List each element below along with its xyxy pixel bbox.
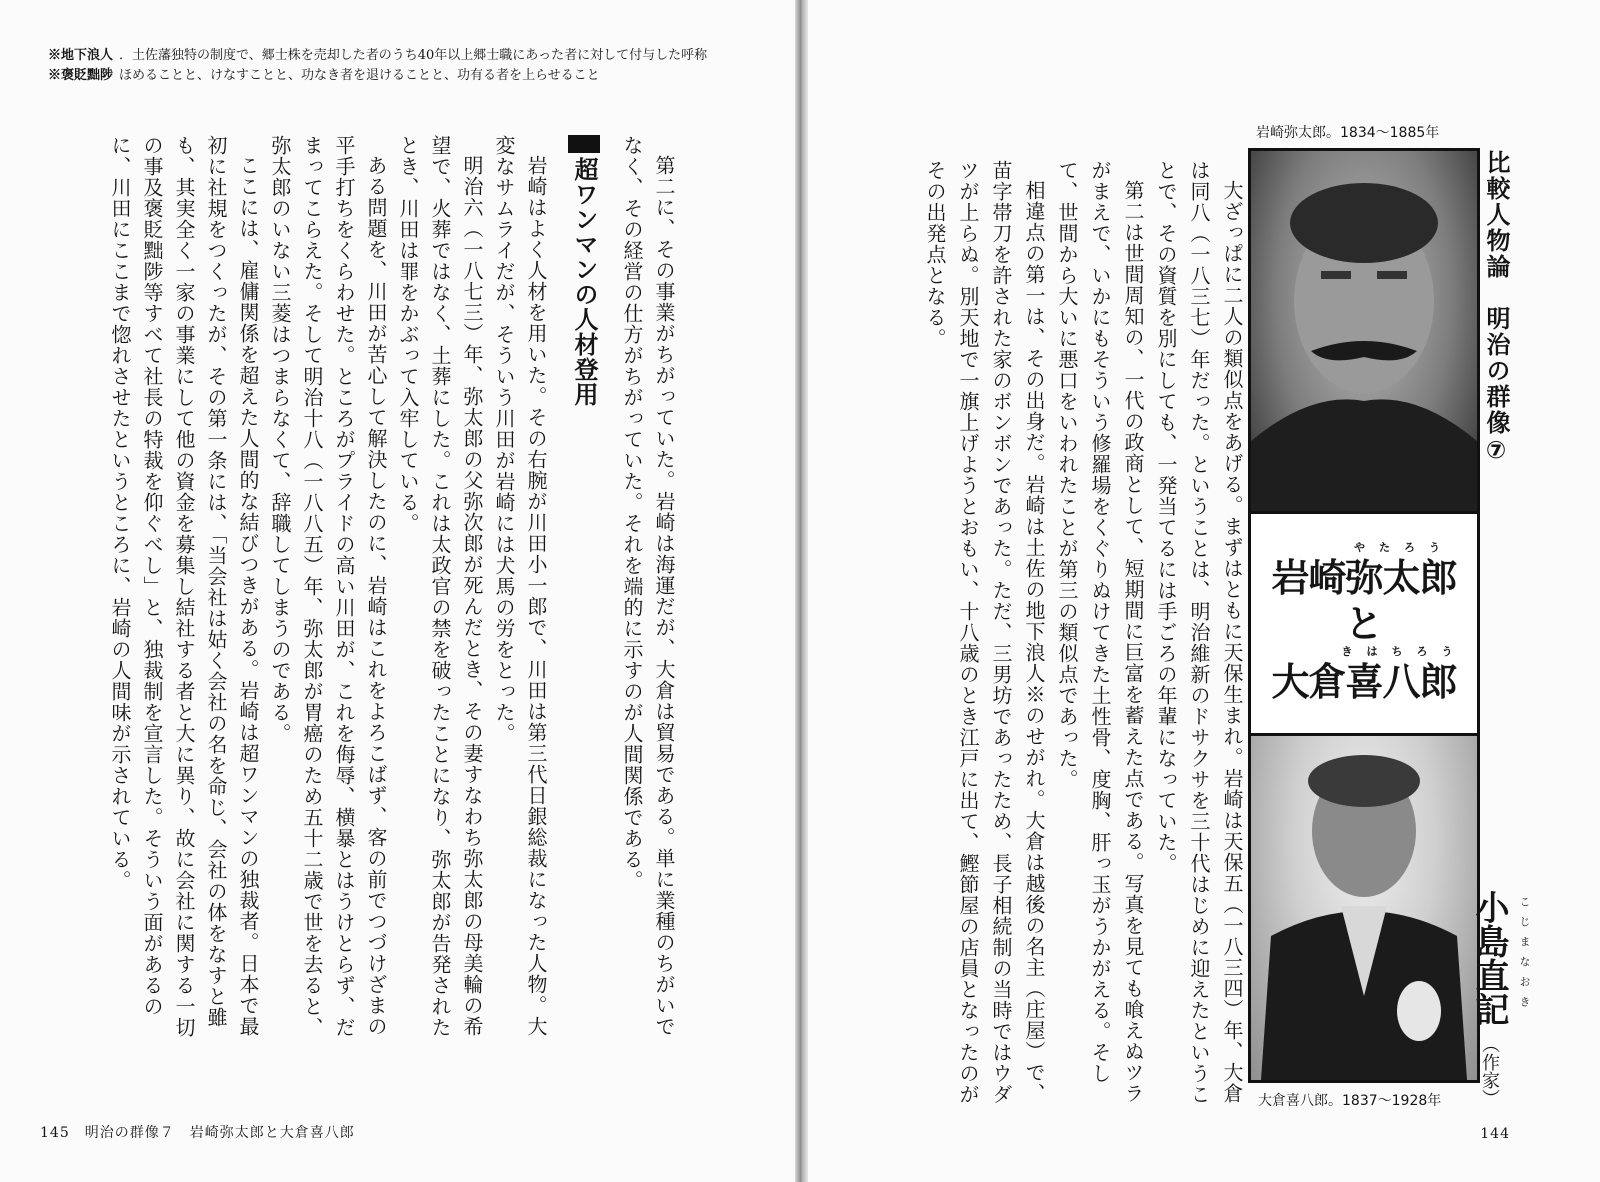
- author-ruby: こじまなおき: [1518, 896, 1531, 1016]
- portrait-column: [1248, 148, 1480, 1083]
- photo-caption-okura: 大倉喜八郎。1837〜1928年: [1258, 1093, 1442, 1109]
- portrait-iwasaki-photo: [1251, 151, 1477, 511]
- author-byline: [1465, 890, 1531, 1108]
- section-heading: 超ワンマンの人材登用: [568, 135, 600, 1040]
- footnotes: [48, 46, 720, 86]
- right-page: [808, 0, 1600, 1182]
- author-role: （作家）: [1479, 1035, 1500, 1108]
- paragraph: 大ざっぱに二人の類似点をあげる。まずはともに天保生まれ。岩崎は天保五（一八三四）年、大倉は同八（一八三七）年だった。ということは、明治維新のドサクサを三十代はじめに迎えたということで、その資質を別にしても、一発当てるには手ごろの年輩になっていた。: [1154, 160, 1244, 1105]
- footnote-text: ほめることと、けなすことと、功なき者を退けることと、功有る者を上らせること: [119, 68, 600, 83]
- footnote-term: ※褒貶黜陟: [48, 68, 114, 83]
- title-ruby: きはちろう: [1341, 644, 1467, 658]
- footnote-text: ．土佐藩独特の制度で、郷士株を売却した者のうち40年以上郷士職にあった者に対して付与した呼称: [119, 48, 708, 63]
- title-name-okura: 大倉喜八郎: [1271, 659, 1457, 704]
- left-page: [0, 0, 795, 1182]
- right-body-text: [878, 160, 1248, 1110]
- footnote-jige-ronin: [48, 46, 720, 66]
- paragraph: 第二は世間周知の、一代の政商として、短期間に巨富を蓄えた点である。写真を見ても喰えぬツラがまえで、いかにもそういう修羅場をくぐりぬけてきた土性骨、度胸、肝っ玉がうかがえる。そして、世間から大いに悪口をいわれたことが第三の類似点であった。: [1055, 160, 1145, 1104]
- series-title: 比較人物論 明治の群像⑦: [1482, 150, 1510, 466]
- left-body-text: [40, 135, 680, 1040]
- page-folio-left: 145 明治の群像７ 岩崎弥太郎と大倉喜八郎: [40, 1125, 355, 1141]
- footnote-hohen-chucchoku: [48, 66, 720, 86]
- title-name-iwasaki: 岩崎弥太郎: [1271, 555, 1457, 600]
- author-name: 小島直記: [1469, 890, 1509, 1026]
- title-ruby: やたろう: [1354, 540, 1454, 554]
- paragraph: 第二に、その事業がちがっていた。岩崎は海運だが、大倉は貿易である。単に業種のちがいでなく、その経営の仕方がちがっていた。それを端的に示すのが人間関係である。: [620, 135, 676, 1037]
- portrait-okura-photo: [1251, 736, 1477, 1080]
- book-gutter: [795, 0, 808, 1182]
- paragraph: ここには、雇傭関係を超えた人間的な結びつきがある。岩崎は超ワンマンの独裁者。日本で最初に社規をつくったが、その第一条には、「当会社は姑く会社の名を命じ、会社の体をなすと雖も、其実全く一家の事業にして他の資金を募集し結社する者と大に異り、故に会社に関する一切の事及褒貶黜陟等すべて社長の特裁を仰ぐべし」と、独裁制を宣言した。そういう面があるのに、川田にここまで惚れさせたというところに、岩崎の人間味が示されている。: [108, 135, 260, 1038]
- page-folio-right: 144: [1480, 1126, 1510, 1142]
- photo-caption-iwasaki: 岩崎弥太郎。1834〜1885年: [1256, 125, 1440, 141]
- paragraph: 岩崎はよく人材を用いた。その右腕が川田小一郎で、川田は第三代日銀総裁になった人物。大変なサムライだが、そういう川田が岩崎には犬馬の労をとった。: [492, 135, 548, 1037]
- title-conjunction: と: [1344, 601, 1383, 646]
- paragraph: ある問題を、川田が苦心して解決したのに、岩崎はこれをよろこばず、客の前でつづけざまの平手打ちをくらわせた。ところがプライドの高い川田が、これを侮辱、横暴とはうけとらず、だまってこらえた。そして明治十八（一八八五）年、弥太郎が胃癌のため五十二歳で世を去ると、弥太郎のいない三菱はつまらなくて、辞職してしまうのである。: [268, 135, 388, 1038]
- footnote-term: ※地下浪人: [48, 48, 114, 63]
- paragraph: 明治六（一八七三）年、弥太郎の父弥次郎が死んだとき、その妻すなわち弥太郎の母美輪の希望で、火葬ではなく、土葬にした。これは太政官の禁を破ったことになり、弥太郎が告発されたとき、川田は罪をかぶって入牢している。: [396, 135, 484, 1038]
- paragraph: 相違点の第一は、その出身だ。岩崎は土佐の地下浪人※のせがれ。大倉は越後の名主（庄屋）で、苗字帯刀を許された家のボンボンであった。ただ、三男坊であったため、長子相続制の当時ではウダツが上らぬ。別天地で一旗上げようとおもい、十八歳のとき江戸に出て、鰹節屋の店員となったのがその出発点となる。: [923, 160, 1046, 1105]
- feature-title-box: [1251, 511, 1477, 736]
